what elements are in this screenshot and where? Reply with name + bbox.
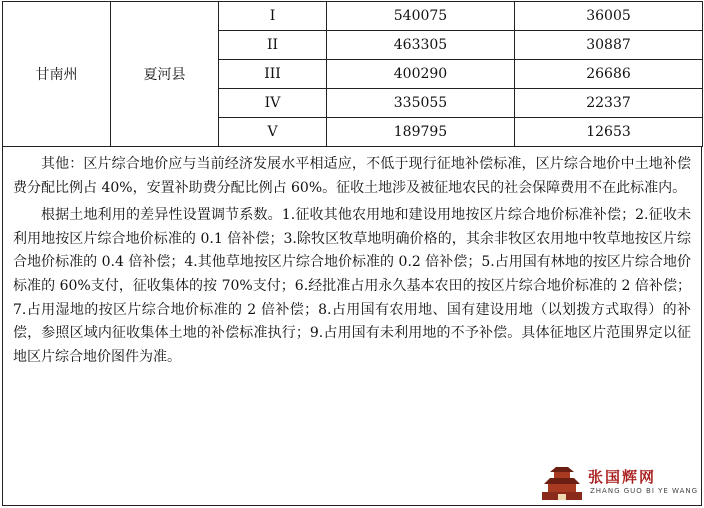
- price2-cell: 36005: [515, 2, 703, 31]
- price2-cell: 22337: [515, 89, 703, 118]
- grade-cell: V: [219, 118, 327, 147]
- price2-cell: 26686: [515, 60, 703, 89]
- price-cell: 463305: [327, 31, 515, 60]
- price2-cell: 30887: [515, 31, 703, 60]
- land-price-table: [2, 1, 703, 147]
- county-cell: 夏河县: [111, 2, 219, 147]
- price-cell: 400290: [327, 60, 515, 89]
- grade-cell: I: [219, 2, 327, 31]
- grade-cell: III: [219, 60, 327, 89]
- price-cell: 335055: [327, 89, 515, 118]
- price-cell: 189795: [327, 118, 515, 147]
- price2-cell: 12653: [515, 118, 703, 147]
- grade-cell: IV: [219, 89, 327, 118]
- watermark-subtitle: ZHANG GUO BI YE WANG: [590, 487, 699, 495]
- watermark-title: 张国辉网: [588, 468, 657, 486]
- table-row: [3, 2, 703, 31]
- notes-cell: [2, 147, 702, 506]
- grade-cell: II: [219, 31, 327, 60]
- region-cell: 甘南州: [3, 2, 111, 147]
- pagoda-logo-icon: [538, 464, 586, 502]
- notes-paragraph-adjustment: 根据土地利用的差异性设置调节系数。1.征收其他农用地和建设用地按区片综合地价标准补偿；2.征收未利用地按区片综合地价标准的 0.1 倍补偿；3.除牧区牧草地明确价格的，其余非牧区农用地中牧草地按区片综合地价标准的 0.4 倍补偿；4.其他草地按区片综合地价标准的 0.2 倍补偿；5.占用国有林地的按区片综合地价标准的 60%支付，征收集体的按 70%支付；6.经批准占用永久基本农田的按区片综合地价标准的 2 倍补偿；7.占用湿地的按区片综合地价标准的 2 倍补偿；8.占用国有农用地、国有建设用地（以划拨方式取得）的补偿，参照区域内征收集体土地的补偿标准执行；9.占用国有未利用地的不予补偿。具体征地区片范围界定以征地区片综合地价图件为准。: [13, 207, 691, 365]
- price-cell: 540075: [327, 2, 515, 31]
- notes-paragraph-other: 其他：区片综合地价应与当前经济发展水平相适应，不低于现行征地补偿标准，区片综合地价中土地补偿费分配比例占 40%，安置补助费分配比例占 60%。征收土地涉及被征地农民的社会保障费用不在此标准内。: [13, 156, 691, 196]
- site-watermark: [538, 464, 699, 504]
